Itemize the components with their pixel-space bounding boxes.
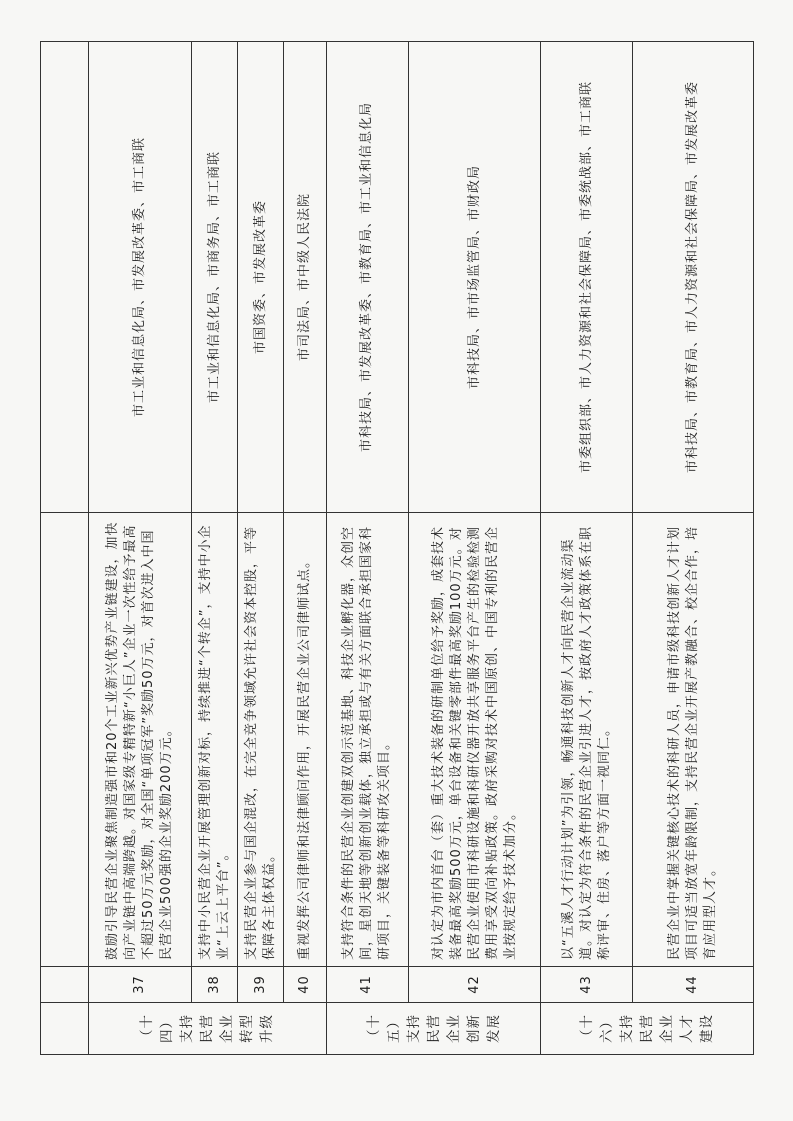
- content-cell: 对认定为市内首台（套）重大技术装备的研制单位给予奖励，成套技术装备最高奖励500万元，单台设备和关键零部件最高奖励100万元。对民营企业使用市科研设施和科研仪器开放共享服务平台产生的检验检测费用享受双向补贴政策。政府采购对技术中国原创、中国专利的民营企业按规定给予技术加分。: [408, 513, 541, 967]
- category-cell: （十五）支持民营企业创新发展: [326, 1003, 541, 1055]
- number-cell: 42: [408, 967, 541, 1003]
- table-row: [408, 42, 541, 1055]
- table-row: [541, 42, 633, 1055]
- table-row: [41, 42, 89, 1055]
- category-cell: （十六）支持民营企业人才建设: [541, 1003, 754, 1055]
- category-cell: （十四）支持民营企业转型升级: [89, 1003, 327, 1055]
- content-cell: 重视发挥公司律师和法律顾问作用，开展民营企业公司律师试点。: [284, 513, 327, 967]
- content-cell: 支持民营企业参与国企混改，在完全竞争领域允许社会资本控股，平等保障各主体权益。: [238, 513, 284, 967]
- department-cell: 市科技局、市发展改革委、市教育局、市工业和信息化局: [326, 42, 408, 513]
- department-cell: 市司法局、市中级人民法院: [284, 42, 327, 513]
- content-cell: 民营企业中掌握关键核心技术的科研人员，申请市级科技创新人才计划项目可适当放宽年龄限制，支持民营企业开展产教融合、校企合作，培育应用型人才。: [633, 513, 754, 967]
- number-cell: 39: [238, 967, 284, 1003]
- number-cell: 38: [192, 967, 238, 1003]
- number-cell: 44: [633, 967, 754, 1003]
- category-cell: [41, 1003, 89, 1055]
- department-cell: [41, 42, 89, 513]
- number-cell: [41, 967, 89, 1003]
- table-row: [326, 42, 408, 1055]
- policy-table: [40, 41, 754, 1055]
- department-cell: 市委组织部、市人力资源和社会保障局、市委统战部、市工商联: [541, 42, 633, 513]
- department-cell: 市工业和信息化局、市商务局、市工商联: [192, 42, 238, 513]
- department-cell: 市工业和信息化局、市发展改革委、市工商联: [89, 42, 192, 513]
- number-cell: 41: [326, 967, 408, 1003]
- table-row: [89, 42, 192, 1055]
- table-row: [633, 42, 754, 1055]
- department-cell: 市科技局、市教育局、市人力资源和社会保障局、市发展改革委: [633, 42, 754, 513]
- number-cell: 37: [89, 967, 192, 1003]
- department-cell: 市科技局、市市场监管局、市财政局: [408, 42, 541, 513]
- table-row: [284, 42, 327, 1055]
- table-row: [238, 42, 284, 1055]
- content-cell: 支持中小民营企业开展管理创新对标，持续推进“个转企”，支持中小企业“上云上平台”。: [192, 513, 238, 967]
- department-cell: 市国资委、市发展改革委: [238, 42, 284, 513]
- content-cell: 鼓励引导民营企业聚焦制造强市和20个工业新兴优势产业链建设，加快向产业链中高端跨越。对国家级专精特新“小巨人”企业一次性给予最高不超过50万元奖励，对全国“单项冠军”奖励50万元，对首次进入中国民营企业500强的企业奖励200万元。: [89, 513, 192, 967]
- number-cell: 43: [541, 967, 633, 1003]
- content-cell: [41, 513, 89, 967]
- table-row: [192, 42, 238, 1055]
- content-cell: 支持符合条件的民营企业创建双创示范基地、科技企业孵化器，众创空间，星创天地等创新创业载体，独立承担或与有关方面联合承担国家科研项目，关键装备等科研攻关项目。: [326, 513, 408, 967]
- number-cell: 40: [284, 967, 327, 1003]
- content-cell: 以“五溪人才行动计划”为引领，畅通科技创新人才向民营企业流动渠道。对认定为符合条件的民营企业引进人才，按政府人才政策体系在职称评审、住房、落户等方面一视同仁。: [541, 513, 633, 967]
